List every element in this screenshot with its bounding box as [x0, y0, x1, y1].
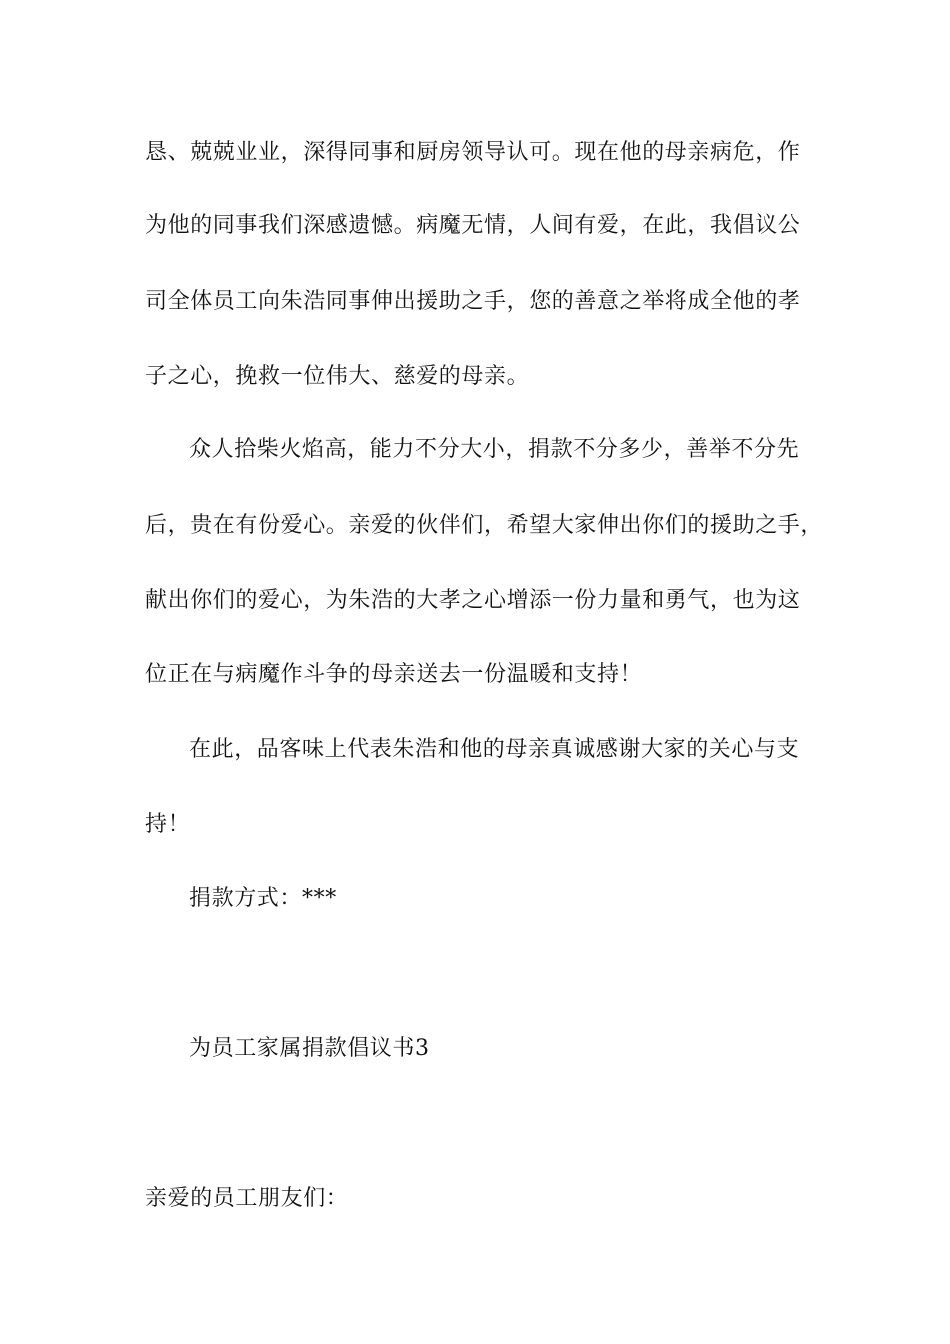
donation-method: 捐款方式：***	[189, 886, 337, 911]
section-title: 为员工家属捐款倡议书3	[189, 1036, 430, 1061]
paragraph-line-8: 位正在与病魔作斗争的母亲送去一份温暖和支持！	[145, 662, 643, 687]
paragraph-line-7: 献出你们的爱心，为朱浩的大孝之心增添一份力量和勇气，也为这	[145, 588, 801, 613]
paragraph-line-5: 众人拾柴火焰高，能力不分大小，捐款不分多少，善举不分先	[189, 437, 800, 462]
paragraph-line-9: 在此，品客味上代表朱浩和他的母亲真诚感谢大家的关心与支	[189, 737, 800, 762]
paragraph-line-6: 后，贵在有份爱心。亲爱的伙伴们，希望大家伸出你们的援助之手，	[145, 513, 824, 538]
paragraph-line-1: 恳、兢兢业业，深得同事和厨房领导认可。现在他的母亲病危，作	[145, 140, 801, 165]
paragraph-line-2: 为他的同事我们深感遗憾。病魔无情，人间有爱，在此，我倡议公	[145, 213, 801, 238]
paragraph-line-3: 司全体员工向朱浩同事伸出援助之手，您的善意之举将成全他的孝	[145, 289, 801, 314]
salutation: 亲爱的员工朋友们：	[145, 1186, 349, 1211]
paragraph-line-4: 子之心，挽救一位伟大、慈爱的母亲。	[145, 364, 530, 389]
paragraph-line-10: 持！	[145, 812, 191, 837]
